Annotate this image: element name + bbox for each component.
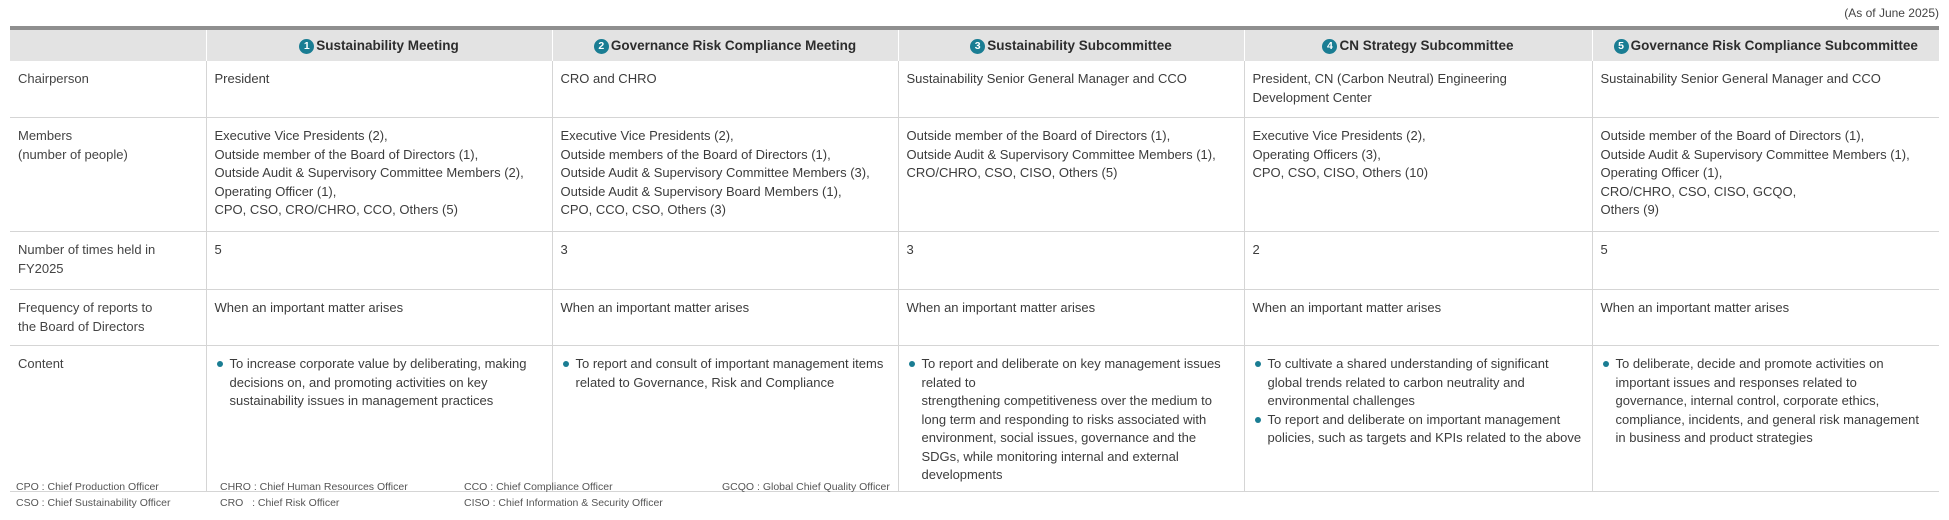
- header-label: CN Strategy Subcommittee: [1339, 37, 1514, 53]
- table-header-row: [10, 28, 1939, 61]
- number-badge-icon: 4: [1322, 39, 1337, 54]
- bullet-list: [1253, 355, 1584, 448]
- table-cell: When an important matter arises: [552, 290, 898, 346]
- table-cell: 2: [1244, 232, 1592, 290]
- table-cell: [898, 346, 1244, 492]
- list-item: To cultivate a shared understanding of significant global trends related to carbon neutrality and environmental challenges: [1253, 355, 1584, 411]
- number-badge-icon: 5: [1614, 39, 1629, 54]
- table-cell: President: [206, 61, 552, 118]
- header-label: Sustainability Meeting: [316, 37, 459, 53]
- table-cell: Executive Vice Presidents (2), Outside members of the Board of Directors (1), Outside Audit & Supervisory Committee Members (3), Outside Audit & Supervisory Board Members (1), CPO, CCO, CSO, Others (3): [552, 118, 898, 232]
- table-cell: Sustainability Senior General Manager and CCO: [898, 61, 1244, 118]
- table-cell: 3: [552, 232, 898, 290]
- table-cell: Outside member of the Board of Directors (1), Outside Audit & Supervisory Committee Members (1), CRO/CHRO, CSO, CISO, Others (5): [898, 118, 1244, 232]
- header-label: Governance Risk Compliance Subcommittee: [1630, 37, 1918, 53]
- table-cell: Sustainability Senior General Manager and CCO: [1592, 61, 1939, 118]
- legend-ciso: CISO : Chief Information & Security Officer: [464, 497, 663, 509]
- table-cell: [1244, 346, 1592, 492]
- table-cell: 3: [898, 232, 1244, 290]
- table-cell: When an important matter arises: [206, 290, 552, 346]
- table-cell: [206, 346, 552, 492]
- header-label: Governance Risk Compliance Meeting: [610, 37, 857, 53]
- row-label: Frequency of reports to the Board of Directors: [10, 290, 206, 346]
- table-cell: 5: [206, 232, 552, 290]
- list-item: To deliberate, decide and promote activities on important issues and responses related to governance, internal control, corporate ethics, compliance, incidents, and general risk management in business and product strategies: [1601, 355, 1932, 448]
- row-members: [10, 118, 1939, 232]
- header-sustainability-meeting: [206, 28, 552, 61]
- governance-meetings-table: [10, 26, 1939, 492]
- header-label: Sustainability Subcommittee: [987, 37, 1172, 53]
- row-chairperson: [10, 61, 1939, 118]
- legend-cso: CSO : Chief Sustainability Officer: [16, 497, 171, 509]
- table-cell: CRO and CHRO: [552, 61, 898, 118]
- table-cell: Executive Vice Presidents (2), Outside member of the Board of Directors (1), Outside Audit & Supervisory Committee Members (2), Operating Officer (1), CPO, CSO, CRO/CHRO, CCO, Others (5): [206, 118, 552, 232]
- table-cell: [1592, 346, 1939, 492]
- table-cell: When an important matter arises: [898, 290, 1244, 346]
- list-item: To report and deliberate on key management issues related to strengthening competitiveness over the medium to long term and responding to risks associated with environment, social issues, governance and the SDGs, while monitoring internal and external developments: [907, 355, 1236, 485]
- table-cell: Executive Vice Presidents (2), Operating Officers (3), CPO, CSO, CISO, Others (10): [1244, 118, 1592, 232]
- list-item: To increase corporate value by deliberating, making decisions on, and promoting activities on key sustainability issues in management practices: [215, 355, 544, 411]
- header-grc-meeting: [552, 28, 898, 61]
- table-cell: When an important matter arises: [1592, 290, 1939, 346]
- bullet-list: [907, 355, 1236, 485]
- table-cell: [552, 346, 898, 492]
- row-content: [10, 346, 1939, 492]
- legend-chro: CHRO : Chief Human Resources Officer: [220, 481, 408, 493]
- bullet-list: [215, 355, 544, 411]
- table-cell: Outside member of the Board of Directors (1), Outside Audit & Supervisory Committee Members (1), Operating Officer (1), CRO/CHRO, CSO, CISO, GCQO, Others (9): [1592, 118, 1939, 232]
- list-item: To report and consult of important management items related to Governance, Risk and Compliance: [561, 355, 890, 392]
- row-times-held: [10, 232, 1939, 290]
- as-of-date: (As of June 2025): [1844, 6, 1939, 20]
- row-label: Number of times held in FY2025: [10, 232, 206, 290]
- header-sustainability-subcommittee: [898, 28, 1244, 61]
- header-cn-strategy-subcommittee: [1244, 28, 1592, 61]
- legend-gcqo: GCQO : Global Chief Quality Officer: [722, 481, 890, 493]
- table-cell: 5: [1592, 232, 1939, 290]
- legend-cro: CRO : Chief Risk Officer: [220, 497, 340, 509]
- number-badge-icon: 2: [594, 39, 609, 54]
- legend-cpo: CPO : Chief Production Officer: [16, 481, 159, 493]
- list-item: To report and deliberate on important management policies, such as targets and KPIs related to the above: [1253, 411, 1584, 448]
- table-cell: When an important matter arises: [1244, 290, 1592, 346]
- legend-cco: CCO : Chief Compliance Officer: [464, 481, 613, 493]
- header-empty-cell: [10, 28, 206, 61]
- header-grc-subcommittee: [1592, 28, 1939, 61]
- bullet-list: [1601, 355, 1932, 448]
- bullet-list: [561, 355, 890, 392]
- number-badge-icon: 1: [299, 39, 314, 54]
- row-label: Members (number of people): [10, 118, 206, 232]
- row-label: Content: [10, 346, 206, 492]
- row-label: Chairperson: [10, 61, 206, 118]
- number-badge-icon: 3: [970, 39, 985, 54]
- table-cell: President, CN (Carbon Neutral) Engineering Development Center: [1244, 61, 1592, 118]
- row-report-frequency: [10, 290, 1939, 346]
